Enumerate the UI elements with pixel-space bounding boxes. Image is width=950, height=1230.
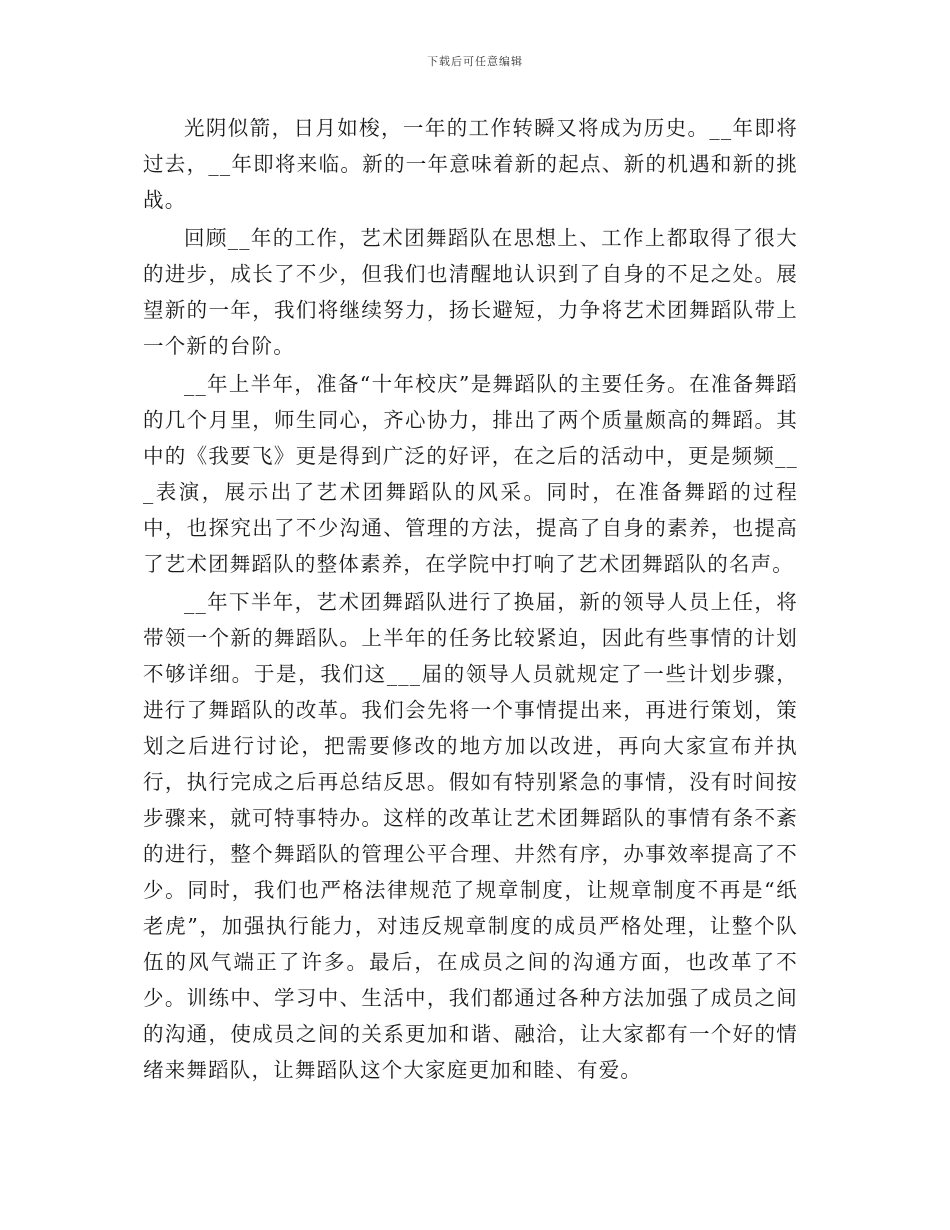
paragraph-1: 光阴似箭，日月如梭，一年的工作转瞬又将成为历史。__年即将过去，__年即将来临。新的一年意味着新的起点、新的机遇和新的挑战。: [143, 116, 798, 212]
paragraph-4: __年下半年，艺术团舞蹈队进行了换届，新的领导人员上任，将带领一个新的舞蹈队。上半年的任务比较紧迫，因此有些事情的计划不够详细。于是，我们这___届的领导人员就规定了一些计划步骤，进行了舞蹈队的改革。我们会先将一个事情提出来，再进行策划，策划之后进行讨论，把需要修改的地方加以改进，再向大家宣布并执行，执行完成之后再总结反思。假如有特别紧急的事情，没有时间按步骤来，就可特事特办。这样的改革让艺术团舞蹈队的事情有条不紊的进行，整个舞蹈队的管理公平合理、井然有序，办事效率提高了不少。同时，我们也严格法律规范了规章制度，让规章制度不再是“纸老虎”，加强执行能力，对违反规章制度的成员严格处理，让整个队伍的风气端正了许多。最后，在成员之间的沟通方面，也改革了不少。训练中、学习中、生活中，我们都通过各种方法加强了成员之间的沟通，使成员之间的关系更加和谐、融洽，让大家都有一个好的情绪来舞蹈队，让舞蹈队这个大家庭更加和睦、有爱。: [143, 590, 798, 1082]
document-body: [143, 110, 798, 1088]
page-header: 下载后可任意编辑: [427, 55, 523, 68]
paragraph-2: 回顾__年的工作，艺术团舞蹈队在思想上、工作上都取得了很大的进步，成长了不少，但我们也清醒地认识到了自身的不足之处。展望新的一年，我们将继续努力，扬长避短，力争将艺术团舞蹈队带上一个新的台阶。: [143, 226, 798, 358]
paragraph-3: __年上半年，准备“十年校庆”是舞蹈队的主要任务。在准备舞蹈的几个月里，师生同心，齐心协力，排出了两个质量颇高的舞蹈。其中的《我要飞》更是得到广泛的好评，在之后的活动中，更是频频___表演，展示出了艺术团舞蹈队的风采。同时，在准备舞蹈的过程中，也探究出了不少沟通、管理的方法，提高了自身的素养，也提高了艺术团舞蹈队的整体素养，在学院中打响了艺术团舞蹈队的名声。: [143, 372, 798, 576]
